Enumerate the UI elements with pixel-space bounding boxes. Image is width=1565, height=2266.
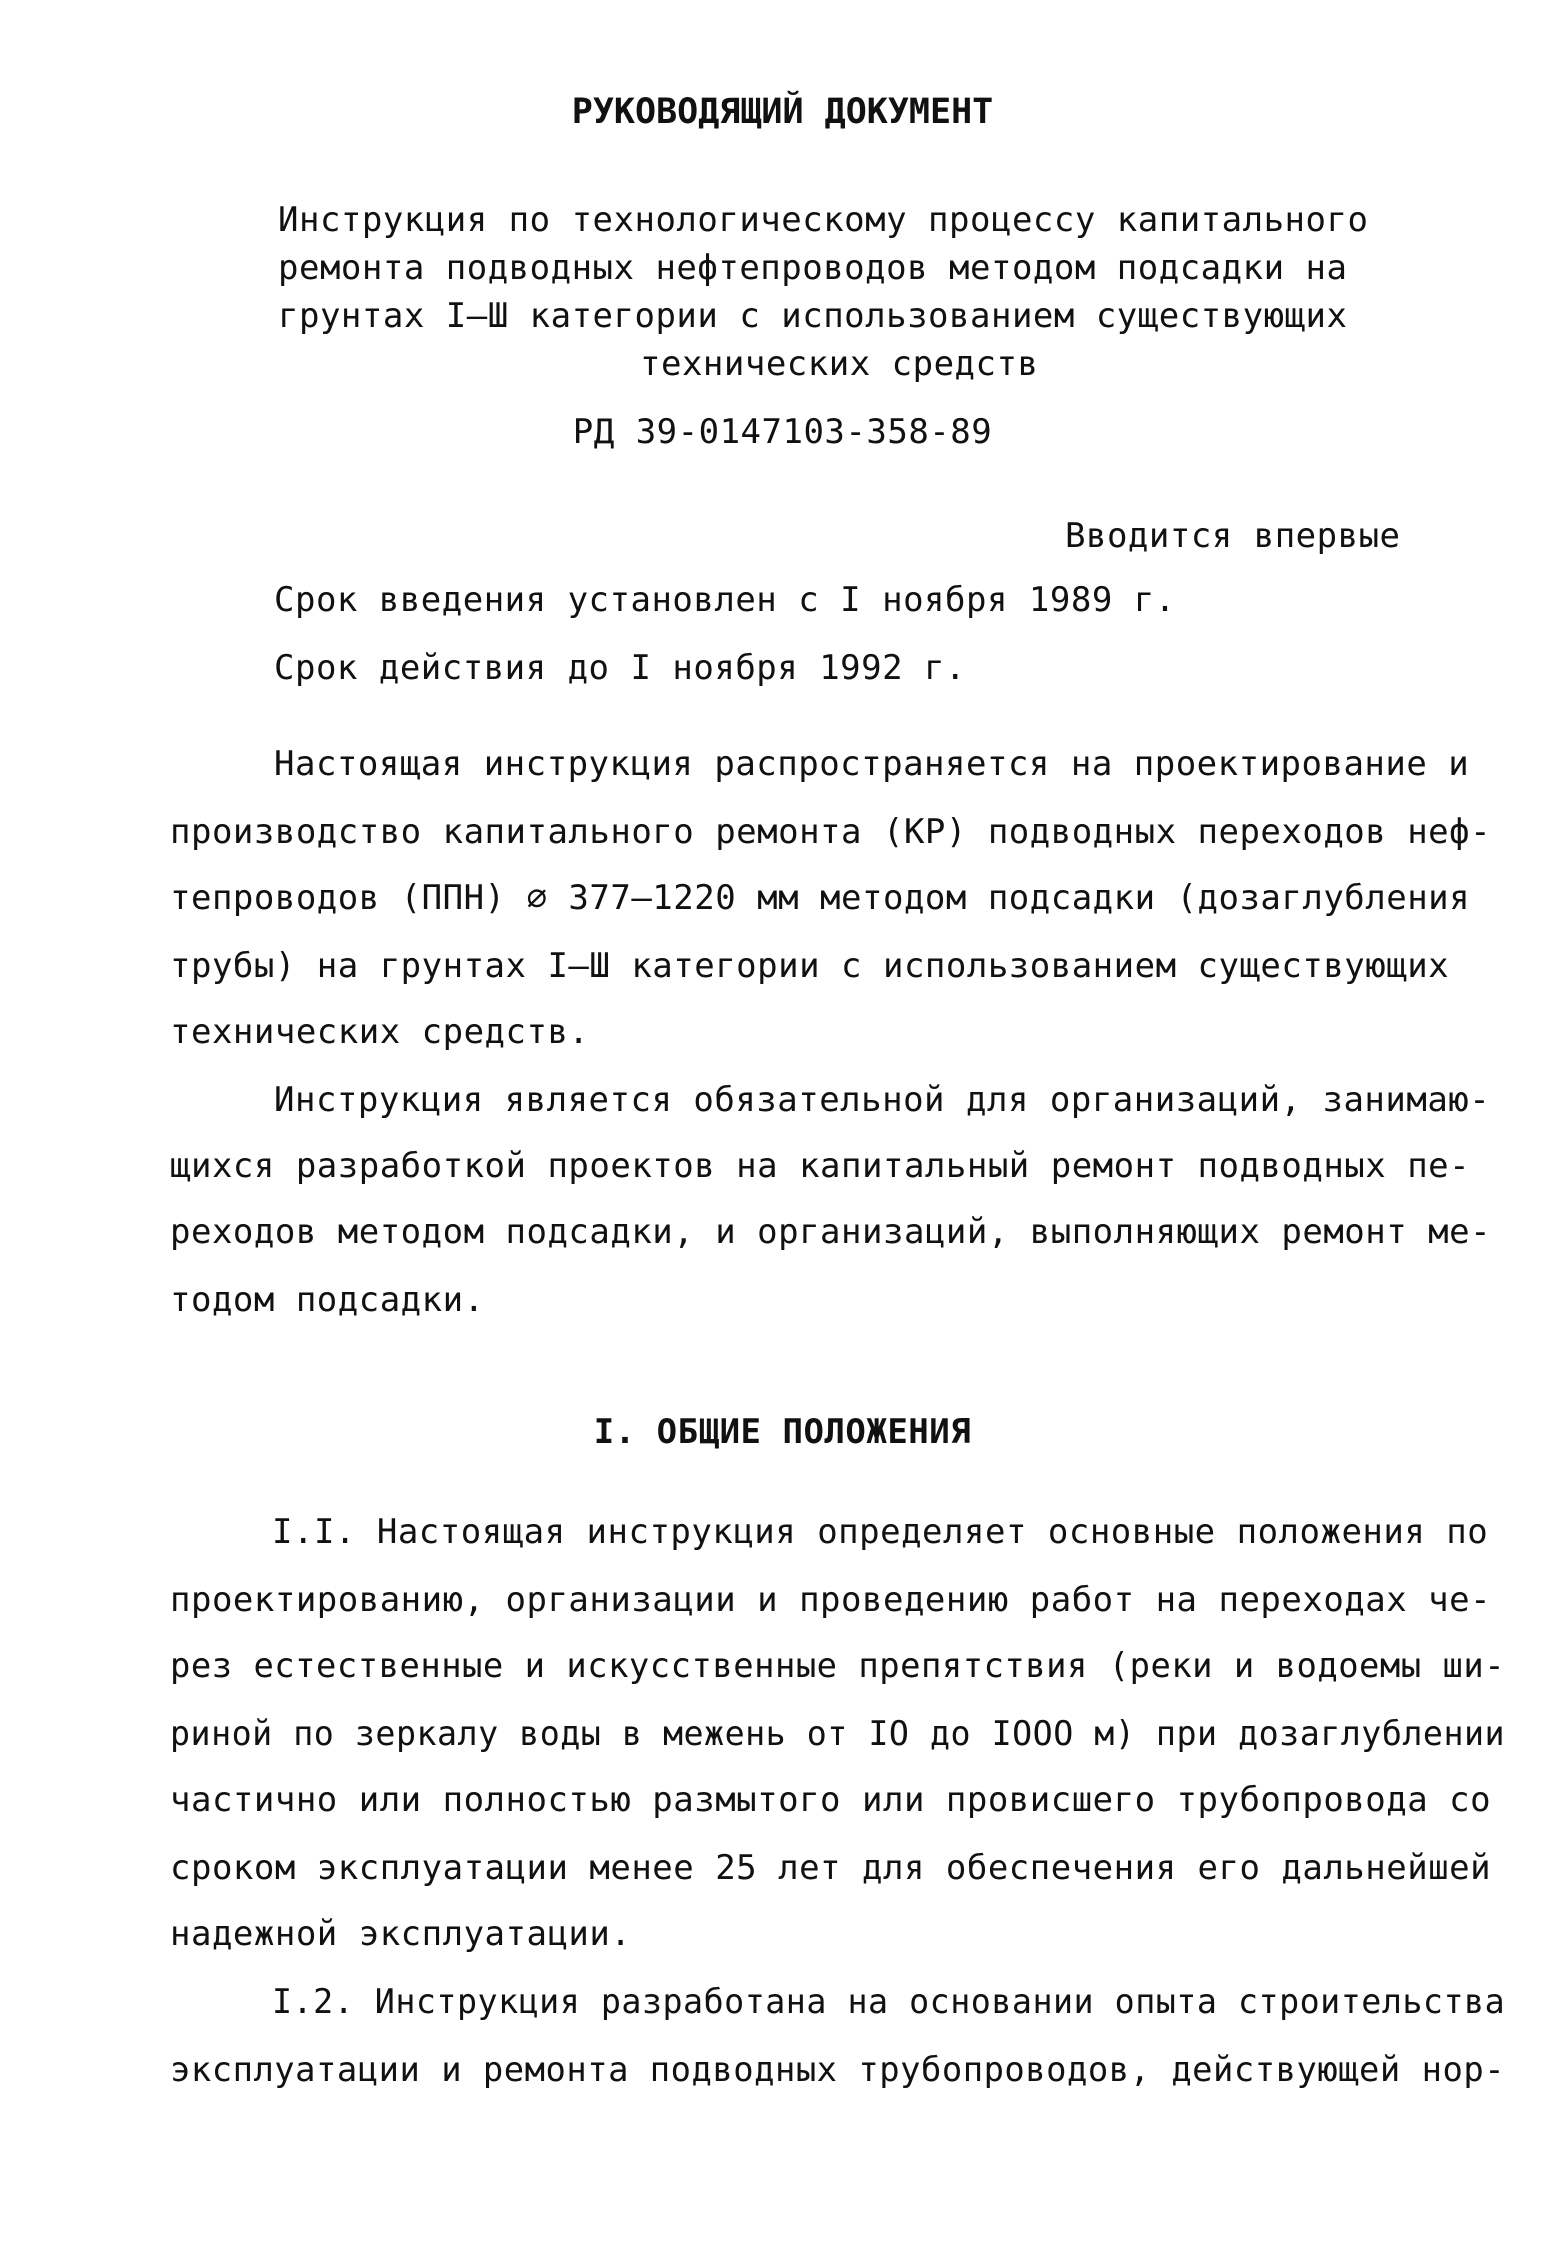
title-line-3: грунтах I–Ш категории с использованием существующих [278, 296, 1348, 336]
title-line-2: ремонта подводных нефтепроводов методом подсадки на [278, 248, 1348, 288]
intro-p1-line-3: тепроводов (ППН) ∅ 377–1220 мм методом подсадки (дозаглубления [170, 878, 1471, 918]
clause-1-1-line-2: проектированию, организации и проведению работ на переходах че- [170, 1580, 1492, 1620]
intro-p1-line-2: производство капитального ремонта (КР) подводных переходов неф- [170, 812, 1492, 852]
clause-1-1-line-6: сроком эксплуатации менее 25 лет для обеспечения его дальнейшей [170, 1848, 1492, 1888]
intro-p2-line-3: реходов методом подсадки, и организаций, выполняющих ремонт ме- [170, 1212, 1492, 1252]
clause-1-1-line-4: риной по зеркалу воды в межень от IO до IOOO м) при дозаглублении [170, 1714, 1506, 1754]
intro-p1-line-1: Настоящая инструкция распространяется на проектирование и [274, 744, 1470, 784]
document-type-heading: РУКОВОДЯЩИЙ ДОКУМЕНТ [571, 92, 994, 132]
title-line-1: Инструкция по технологическому процессу капитального [278, 200, 1369, 240]
clause-1-1-line-5: частично или полностью размытого или провисшего трубопровода со [170, 1780, 1492, 1820]
intro-p1-line-5: технических средств. [170, 1012, 590, 1052]
clause-1-1-line-1: I.I. Настоящая инструкция определяет основные положения по [272, 1512, 1489, 1552]
clause-1-1-line-7: надежной эксплуатации. [170, 1914, 632, 1954]
title-line-4: технических средств [640, 344, 1039, 384]
intro-p2-line-4: тодом подсадки. [170, 1280, 485, 1320]
valid-until-date: Срок действия до I ноября 1992 г. [274, 648, 967, 688]
clause-1-1-line-3: рез естественные и искусственные препятствия (реки и водоемы ши- [170, 1646, 1506, 1686]
clause-1-2-line-1: I.2. Инструкция разработана на основании опыта строительства [272, 1982, 1506, 2022]
intro-p2-line-2: щихся разработкой проектов на капитальный ремонт подводных пе- [170, 1146, 1471, 1186]
clause-1-2-line-2: эксплуатации и ремонта подводных трубопроводов, действующей нор- [170, 2050, 1506, 2090]
intro-p1-line-4: трубы) на грунтах I–Ш категории с использованием существующих [170, 946, 1450, 986]
intro-p2-line-1: Инструкция является обязательной для организаций, занимаю- [274, 1080, 1491, 1120]
introduced-note: Вводится впервые [1065, 516, 1401, 556]
section-1-heading: I. ОБЩИЕ ПОЛОЖЕНИЯ [593, 1412, 972, 1452]
document-number: РД 39-0147103-358-89 [572, 412, 993, 452]
effective-from-date: Срок введения установлен с I ноября 1989 г. [274, 580, 1176, 620]
